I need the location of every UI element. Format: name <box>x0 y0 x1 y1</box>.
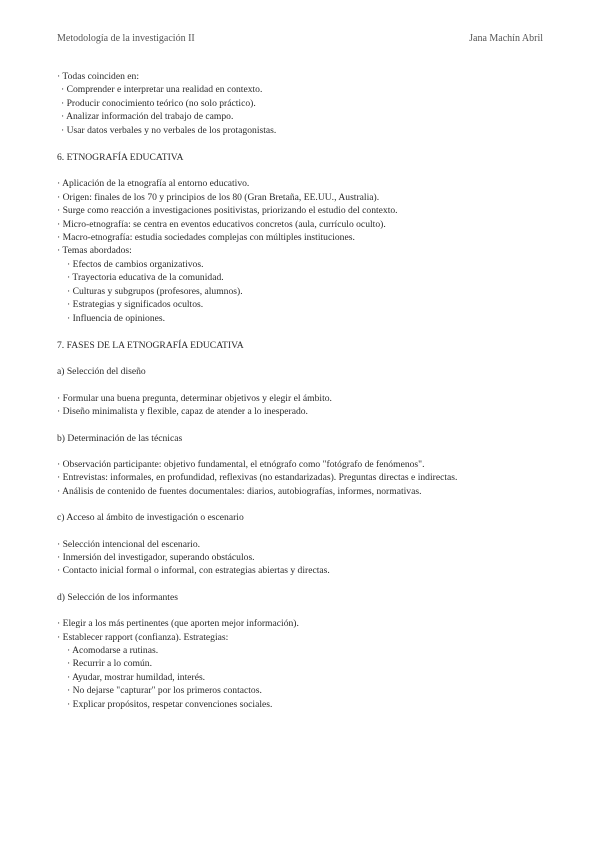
subsection-heading: a) Selección del diseño <box>57 366 146 378</box>
sub-list-item: · Ayudar, mostrar humildad, interés. <box>67 671 206 683</box>
intro-line: · Todas coinciden en: <box>57 71 140 82</box>
list-item: · Inmersión del investigador, superando obstáculos. <box>57 551 255 563</box>
sub-list-item: · No dejarse "capturar" por los primeros contactos. <box>67 685 262 697</box>
sub-list-item: · Explicar propósitos, respetar convenciones sociales. <box>67 698 273 710</box>
document-body <box>57 70 547 711</box>
sub-list-item: · Efectos de cambios organizativos. <box>67 258 204 270</box>
section-heading: 6. ETNOGRAFÍA EDUCATIVA <box>57 152 184 164</box>
list-item: · Micro-etnografía: se centra en eventos educativos concretos (aula, currículo oculto). <box>57 218 386 230</box>
list-item: · Observación participante: objetivo fundamental, el etnógrafo como "fotógrafo de fenómenos". <box>57 458 425 470</box>
section-heading: 7. FASES DE LA ETNOGRAFÍA EDUCATIVA <box>57 339 244 351</box>
list-item: · Contacto inicial formal o informal, con estrategias abiertas y directas. <box>57 565 330 577</box>
list-item: · Formular una buena pregunta, determinar objetivos y elegir el ámbito. <box>57 392 332 404</box>
list-item: · Diseño minimalista y flexible, capaz de atender a lo inesperado. <box>57 406 308 418</box>
list-item: · Selección intencional del escenario. <box>57 538 201 550</box>
list-item: · Comprender e interpretar una realidad en contexto. <box>61 84 263 96</box>
list-item: · Análisis de contenido de fuentes documentales: diarios, autobiografías, informes, normativas. <box>57 485 422 497</box>
sub-list-item: · Culturas y subgrupos (profesores, alumnos). <box>67 285 243 297</box>
list-item: · Entrevistas: informales, en profundidad, reflexivas (no estandarizadas). Preguntas directas e indirectas. <box>57 472 458 484</box>
subsection-heading: d) Selección de los informantes <box>57 591 178 603</box>
sub-list-item: · Trayectoria educativa de la comunidad. <box>67 272 224 284</box>
sub-list-item: · Acomodarse a rutinas. <box>67 645 159 656</box>
list-item: · Usar datos verbales y no verbales de los protagonistas. <box>61 124 277 136</box>
list-item: · Macro-etnografía: estudia sociedades complejas con múltiples instituciones. <box>57 232 355 244</box>
header-author: Jana Machín Abril <box>469 33 543 44</box>
list-item: · Elegir a los más pertinentes (que aporten mejor información). <box>57 618 299 630</box>
list-item: · Analizar información del trabajo de campo. <box>61 111 234 123</box>
list-item: · Aplicación de la etnografía al entorno educativo. <box>57 178 250 190</box>
sub-list-item: · Estrategias y significados ocultos. <box>67 299 204 311</box>
header-course-title: Metodología de la investigación II <box>57 33 195 44</box>
list-item: · Origen: finales de los 70 y principios de los 80 (Gran Bretaña, EE.UU., Australia). <box>57 191 380 203</box>
subsection-heading: c) Acceso al ámbito de investigación o escenario <box>57 512 244 524</box>
list-item: · Temas abordados: <box>57 245 132 257</box>
list-item: · Producir conocimiento teórico (no solo práctico). <box>61 97 256 109</box>
sub-list-item: · Recurrir a lo común. <box>67 658 152 670</box>
subsection-heading: b) Determinación de las técnicas <box>57 432 183 444</box>
page-header <box>57 33 543 44</box>
sub-list-item: · Influencia de opiniones. <box>67 312 166 324</box>
list-item: · Establecer rapport (confianza). Estrategias: <box>57 631 229 643</box>
list-item: · Surge como reacción a investigaciones positivistas, priorizando el estudio del contexto. <box>57 205 398 217</box>
